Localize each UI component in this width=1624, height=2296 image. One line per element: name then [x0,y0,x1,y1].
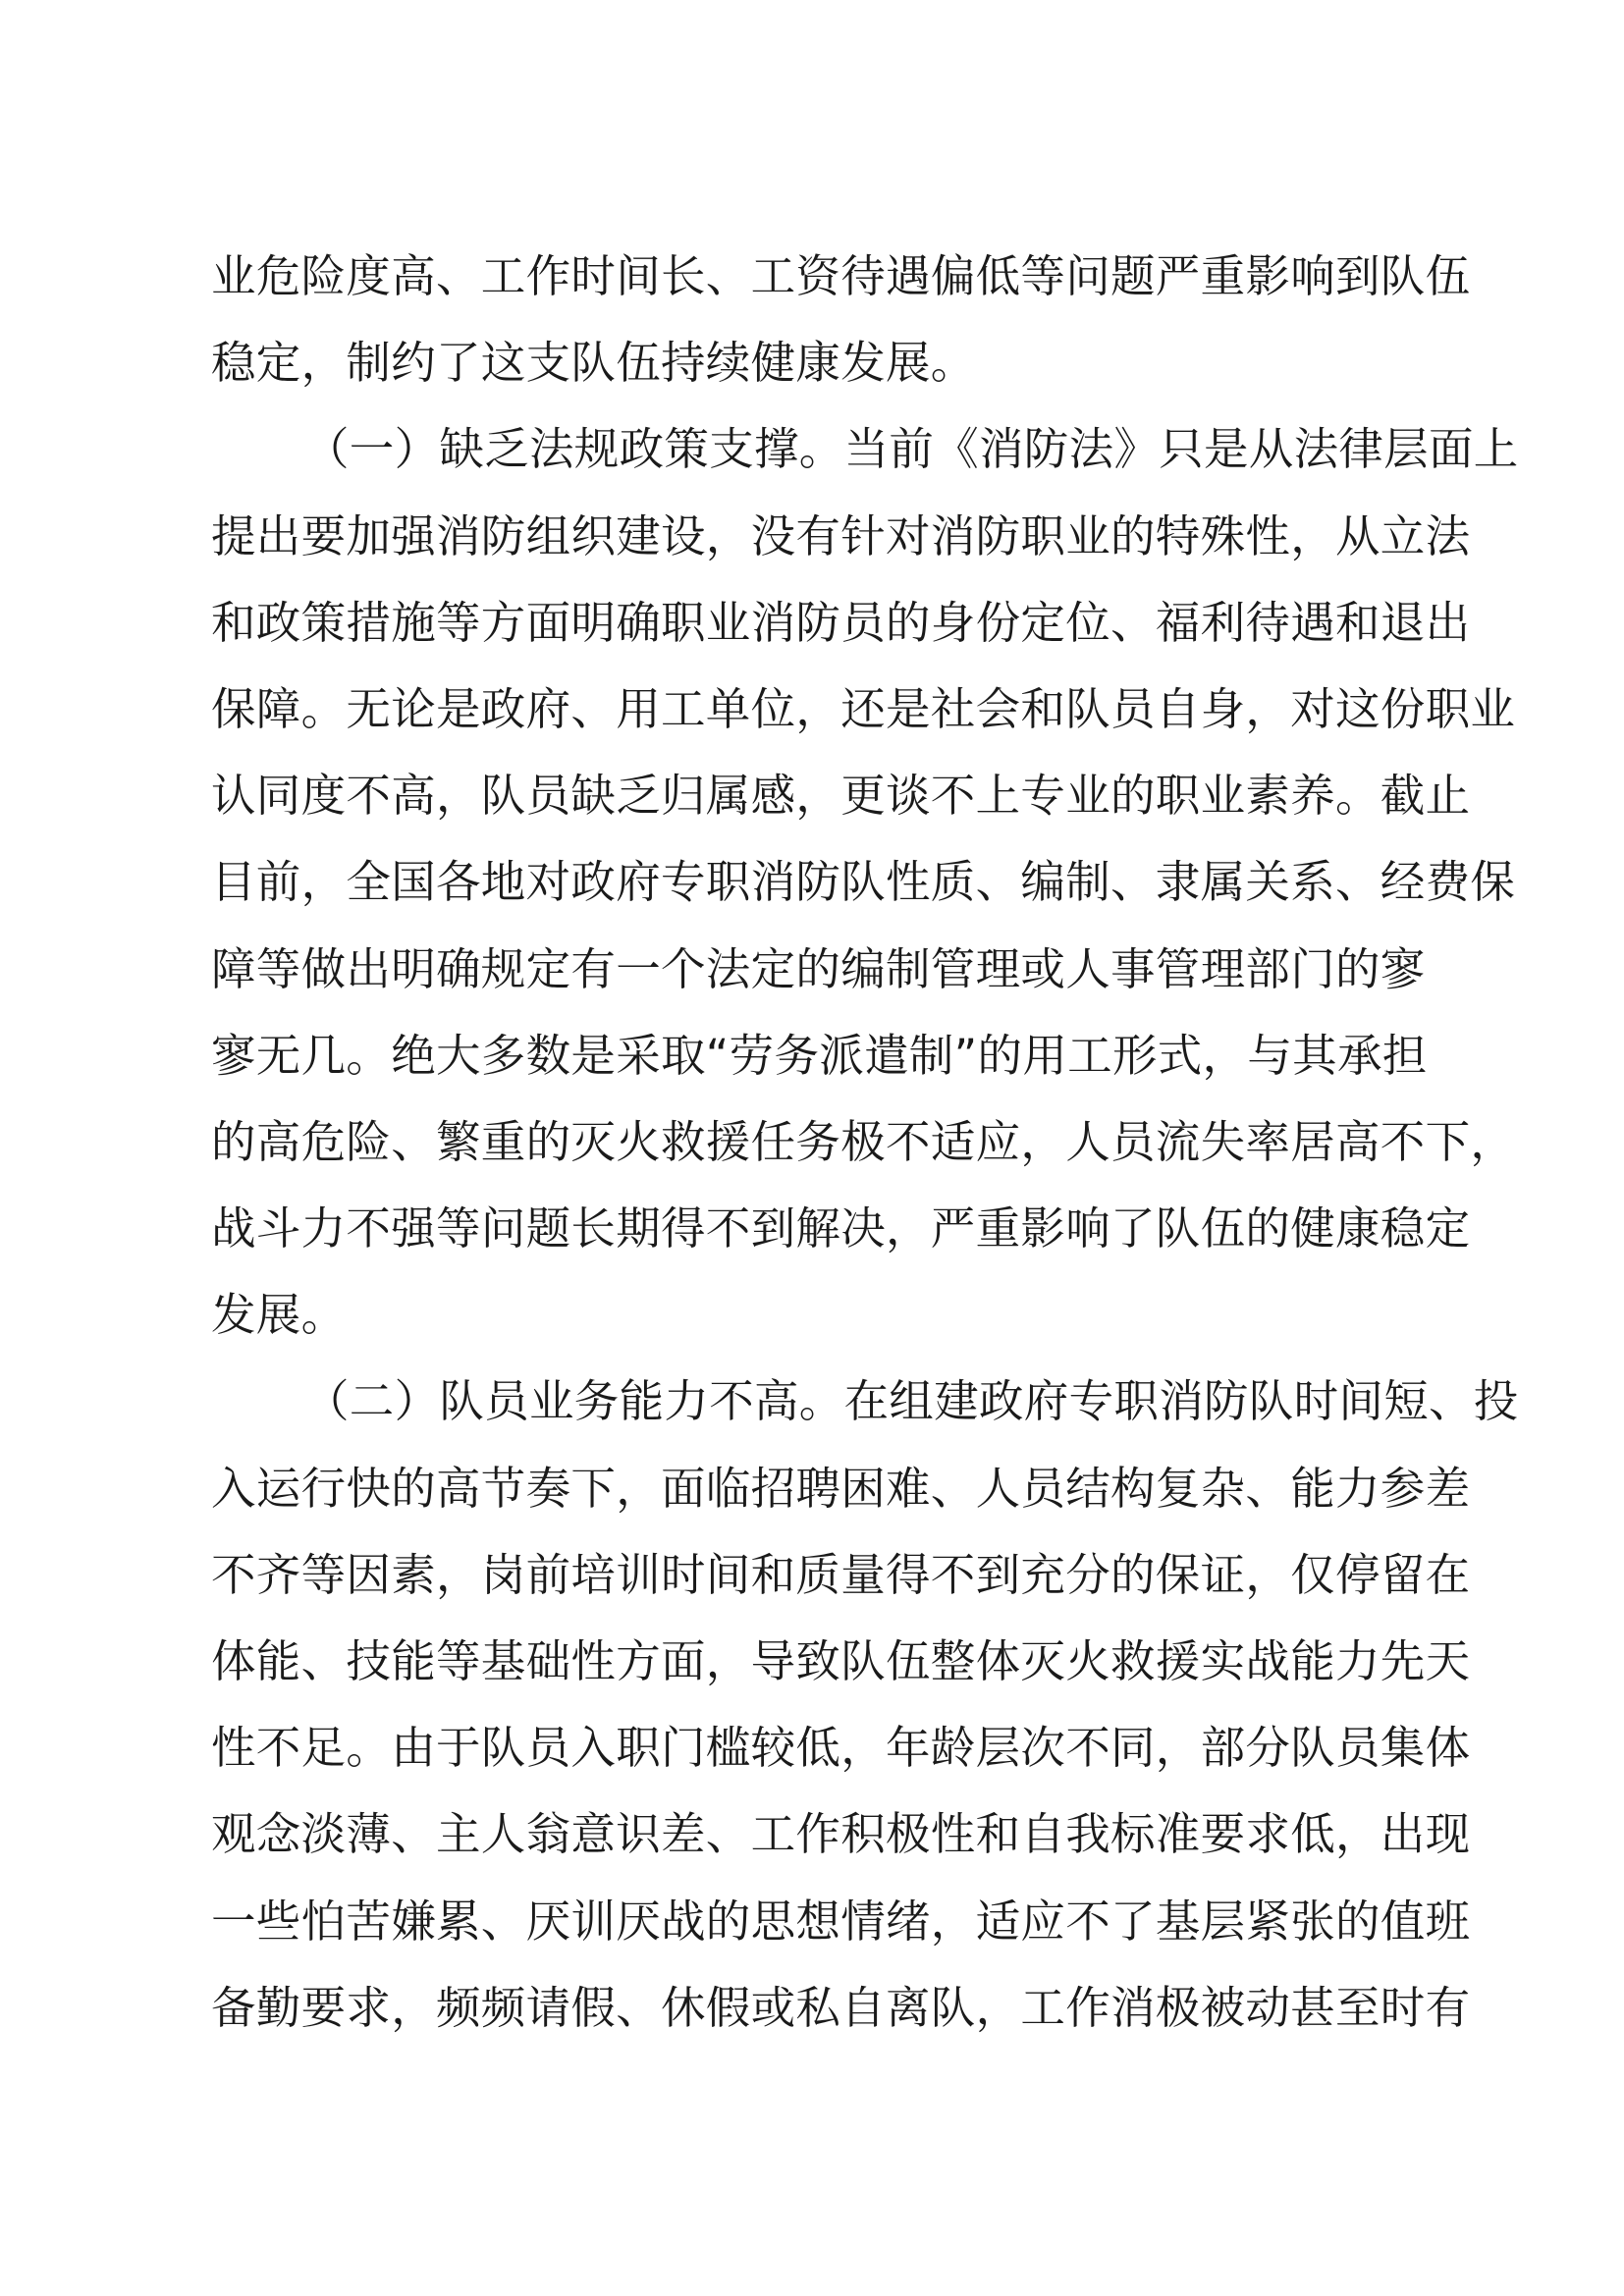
text-line: 的高危险、繁重的灭火救援任务极不适应，人员流失率居高不下， [211,1115,1516,1168]
section-heading-line: （二）队员业务能力不高。在组建政府专职消防队时间短、投 [304,1375,1519,1428]
document-body [211,234,1519,2052]
text-line: 入运行快的高节奏下，面临招聘困难、人员结构复杂、能力参差 [211,1462,1471,1515]
text-line: 保障。无论是政府、用工单位，还是社会和队员自身，对这份职业 [211,682,1516,735]
text-line: 业危险度高、工作时间长、工资待遇偏低等问题严重影响到队伍 [211,250,1471,302]
text-line: 一些怕苦嫌累、厌训厌战的思想情绪，适应不了基层紧张的值班 [211,1895,1471,1948]
text-line: 寥无几。绝大多数是采取“劳务派遣制”的用工形式，与其承担 [211,1029,1428,1082]
text-line: 战斗力不强等问题长期得不到解决，严重影响了队伍的健康稳定 [211,1202,1471,1255]
text-line: 观念淡薄、主人翁意识差、工作积极性和自我标准要求低，出现 [211,1808,1471,1861]
text-line: 认同度不高，队员缺乏归属感，更谈不上专业的职业素养。截止 [211,770,1471,823]
text-line: 障等做出明确规定有一个法定的编制管理或人事管理部门的寥 [211,942,1426,995]
text-line: 和政策措施等方面明确职业消防员的身份定位、福利待遇和退出 [211,596,1471,649]
section-heading-line: （一）缺乏法规政策支撑。当前《消防法》只是从法律层面上 [304,423,1519,476]
text-line: 性不足。由于队员入职门槛较低，年龄层次不同，部分队员集体 [211,1722,1471,1775]
text-line: 目前，全国各地对政府专职消防队性质、编制、隶属关系、经费保 [211,856,1516,909]
text-line: 不齐等因素，岗前培训时间和质量得不到充分的保证，仅停留在 [211,1548,1471,1601]
text-line: 发展。 [211,1289,347,1342]
text-line: 提出要加强消防组织建设，没有针对消防职业的特殊性，从立法 [211,509,1471,562]
text-line: 体能、技能等基础性方面，导致队伍整体灭火救援实战能力先天 [211,1635,1471,1687]
text-line: 稳定，制约了这支队伍持续健康发展。 [211,337,976,390]
text-line: 备勤要求，频频请假、休假或私自离队，工作消极被动甚至时有 [211,1981,1471,2034]
